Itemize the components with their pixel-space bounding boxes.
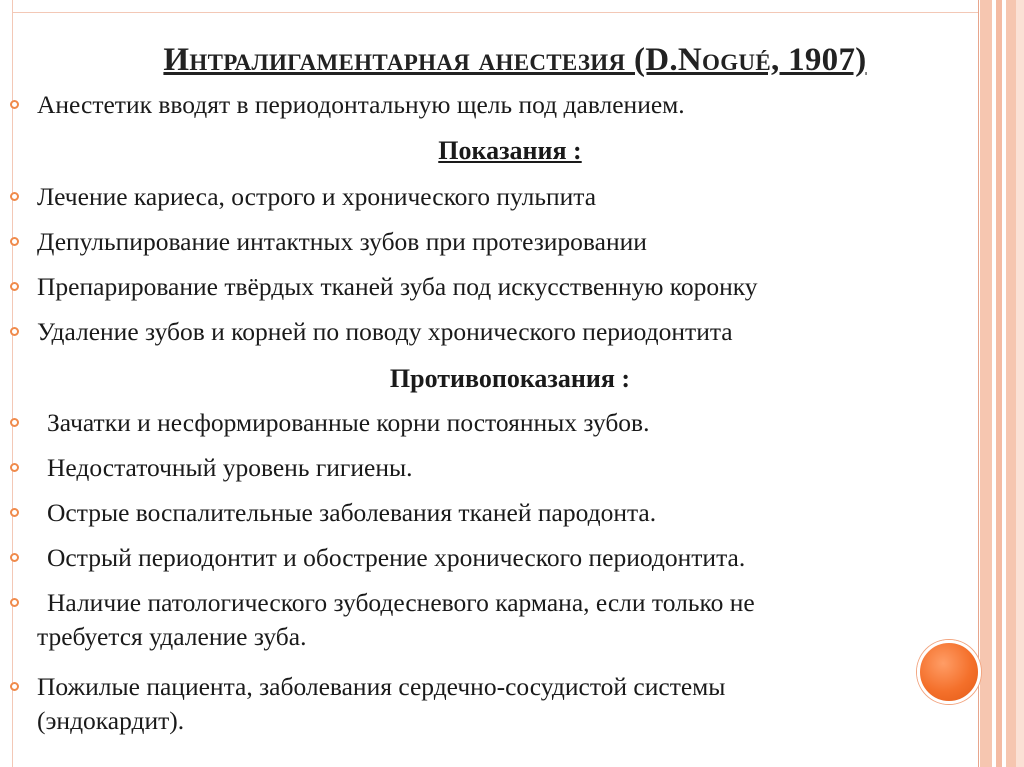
intro-item (10, 88, 685, 122)
bullet-icon (10, 237, 19, 246)
list-item (10, 541, 745, 575)
list-item (10, 670, 725, 738)
list-item-text: Наличие патологического зубодесневого кармана, если только не (47, 588, 755, 617)
list-item-text: Острый периодонтит и обострение хронического периодонтита. (47, 543, 746, 572)
list-item (10, 586, 755, 654)
bullet-icon (10, 327, 19, 336)
bullet-icon (10, 682, 19, 691)
list-item (10, 270, 758, 304)
list-item-text-continued: (эндокардит). (37, 706, 185, 735)
list-item (10, 406, 649, 440)
bullet-icon (10, 100, 19, 109)
bullet-icon (10, 508, 19, 517)
intro-text: Анестетик вводят в периодонтальную щель под давлением. (37, 90, 685, 119)
indications-heading: Показания : (438, 136, 582, 165)
list-item (10, 451, 413, 485)
list-item (10, 496, 656, 530)
list-item-text: Недостаточный уровень гигиены. (47, 453, 413, 482)
list-item-text: Зачатки и несформированные корни постоянных зубов. (47, 408, 650, 437)
slide-title: Интралигаментарная анестезия (D.Nogué, 1907) (163, 42, 867, 78)
list-item (10, 180, 596, 214)
list-item-text: Лечение кариеса, острого и хронического пульпита (37, 182, 597, 211)
list-item-text: Острые воспалительные заболевания тканей пародонта. (47, 498, 657, 527)
bullet-icon (10, 282, 19, 291)
list-item-text: Удаление зубов и корней по поводу хронического периодонтита (37, 317, 733, 346)
bullet-icon (10, 192, 19, 201)
decorative-circle (917, 640, 981, 704)
list-item-text: Препарирование твёрдых тканей зуба под искусственную коронку (37, 272, 758, 301)
bullet-icon (10, 418, 19, 427)
contraindications-heading: Противопоказания : (389, 364, 631, 393)
list-item-text-continued: требуется удаление зуба. (37, 622, 307, 651)
bullet-icon (10, 553, 19, 562)
top-frame-line (12, 12, 1024, 13)
list-item-text: Пожилые пациента, заболевания сердечно-сосудистой системы (37, 672, 726, 701)
bullet-icon (10, 463, 19, 472)
list-item (10, 315, 733, 349)
bullet-icon (10, 598, 19, 607)
list-item (10, 225, 647, 259)
list-item-text: Депульпирование интактных зубов при протезировании (37, 227, 647, 256)
